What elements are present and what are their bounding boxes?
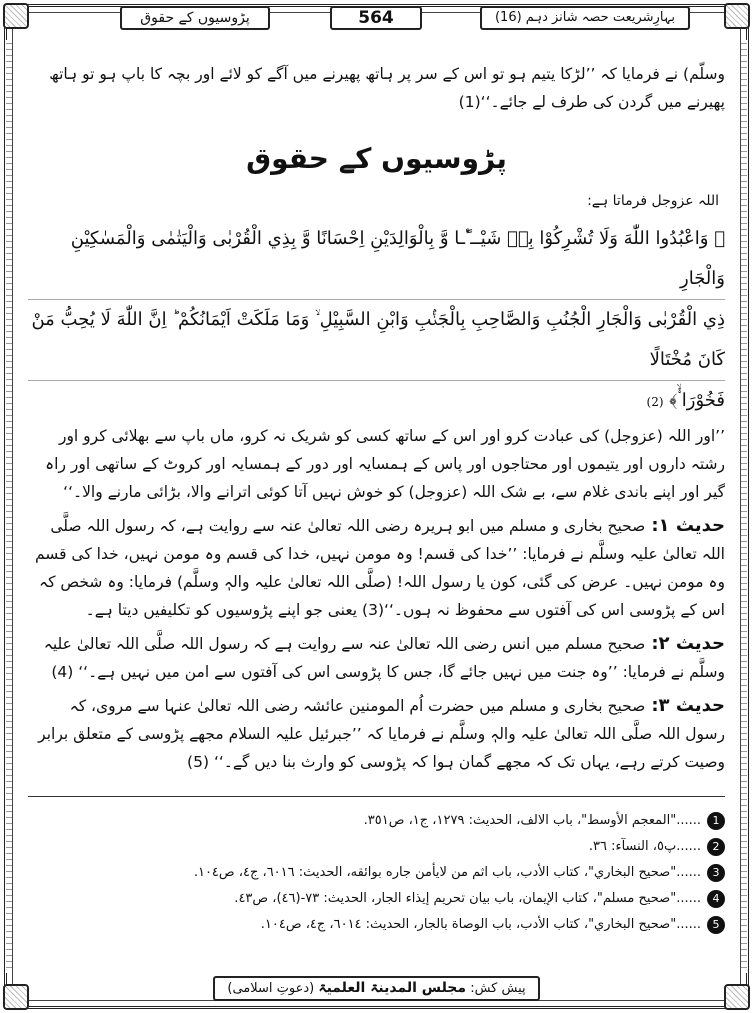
running-title: پڑوسیوں کے حقوق bbox=[120, 6, 270, 30]
side-ornament-left bbox=[6, 40, 12, 973]
footnote-text: ......پ٥، النسآء: ٣٦. bbox=[588, 839, 701, 854]
verse-footnote-mark: (2) bbox=[646, 395, 664, 409]
footnote-item bbox=[28, 912, 725, 938]
footnote-text: ......"صحيح البخاري"، كتاب الأدب، باب الوصاة بالجار، الحديث: ٦٠١٤، ج٤، ص١٠٤. bbox=[260, 917, 701, 932]
quran-verse bbox=[28, 219, 725, 422]
page-number: 564 bbox=[330, 6, 422, 30]
footnote-number-badge: 4 bbox=[707, 890, 725, 908]
presented-by-label: پیش کش: bbox=[470, 981, 526, 996]
footnote-item bbox=[28, 808, 725, 834]
footnote-number-badge: 2 bbox=[707, 838, 725, 856]
corner-ornament-top-left bbox=[3, 3, 29, 29]
publisher-name: مجلس المدینۃ العلمیۃ bbox=[318, 980, 467, 996]
section-title: پڑوسیوں کے حقوق bbox=[246, 142, 507, 175]
footnote-item bbox=[28, 834, 725, 860]
verse-line-3-text: فَخُوْرَا ۟ۙ﴾ bbox=[669, 390, 725, 411]
verse-line-1: ﴿ وَاعْبُدُوا اللّٰهَ وَلَا تُشْرِكُوْا بِهٖ شَيْــٴًـا وَّ بِالْوَالِدَيْنِ اِحْسَانًا وَّ بِذِي الْقُرْبٰى وَالْيَتٰمٰى وَالْمَسٰكِيْنِ وَالْجَارِ bbox=[28, 219, 725, 300]
hadith-label: حدیث ۱: bbox=[651, 515, 725, 536]
footnote-text: ......"صحيح البخاري"، كتاب الأدب، باب اثم من لايأمن جاره بوائقه، الحديث: ٦٠١٦، ج٤، ص١٠٤. bbox=[193, 865, 701, 880]
hadith-1 bbox=[28, 512, 725, 624]
publisher-box bbox=[213, 976, 539, 1001]
hadith-text: صحیح بخاری و مسلم میں ابو ہریرہ رضی اللہ تعالیٰ عنہ سے روایت ہے، کہ رسول اللہ صلَّی اللہ تعالیٰ علیہ وسلَّم نے فرمایا: ’’خدا کی قسم! وہ مومن نہیں، خدا کی قسم وہ مومن نہیں، خدا کی قسم وہ مومن نہیں۔ عرض کی گئی، کون یا رسول اللہ! (صلَّی اللہ تعالیٰ علیہ والہٖ وسلَّم) فرمایا: وہ شخص کہ اس کے پڑوسی اس کی آفتوں سے محفوظ نہ ہوں۔‘‘(3) یعنی جو اپنے پڑوسیوں کو تکلیفیں دیتا ہے۔ bbox=[34, 517, 725, 619]
hadith-2 bbox=[28, 630, 725, 686]
verse-translation: ’’اور اللہ (عزوجل) کی عبادت کرو اور اس کے ساتھ کسی کو شریک نہ کرو، ماں باپ سے بھلائی کرو اور رشتہ داروں اور یتیموں اور محتاجوں اور پاس کے ہمسایہ اور دور کے ہمسایہ اور کروٹ کے ساتھی اور راہ گیر اور اپنے باندی غلام سے، بے شک اللہ (عزوجل) کو خوش نہیں آتا کوئی اترانے والا، بڑائی مارنے والا۔‘‘ bbox=[45, 427, 725, 501]
footnote-number-badge: 1 bbox=[707, 812, 725, 830]
footnote-text: ......"صحيح مسلم"، كتاب الإيمان، باب بيان تحريم إيذاء الجار، الحديث: ٧٣-(٤٦)، ص٤٣. bbox=[234, 891, 701, 906]
page-header bbox=[40, 6, 713, 32]
footnote-item bbox=[28, 886, 725, 912]
corner-ornament-top-right bbox=[724, 3, 750, 29]
side-ornament-right bbox=[741, 40, 747, 973]
book-title: بہارِشریعت حصہ شانز دہم (16) bbox=[480, 6, 690, 30]
hadith-label: حدیث ۲: bbox=[651, 633, 725, 654]
footnote-divider bbox=[28, 796, 725, 797]
main-content bbox=[28, 60, 725, 776]
footnotes bbox=[28, 808, 725, 938]
footnote-number-badge: 3 bbox=[707, 864, 725, 882]
hadith-label: حدیث ۳: bbox=[651, 695, 725, 716]
publisher-subtitle: (دعوتِ اسلامی) bbox=[227, 981, 315, 996]
verse-line-2: ذِي الْقُرْبٰى وَالْجَارِ الْجُنُبِ وَالصَّاحِبِ بِالْجَنْۢبِ وَابْنِ السَّبِيْلِ ۙ وَمَا مَلَكَتْ اَيْمَانُكُمْ ؕ اِنَّ اللّٰهَ لَا يُحِبُّ مَنْ كَانَ مُخْتَالًا bbox=[28, 300, 725, 381]
footnote-item bbox=[28, 860, 725, 886]
hadith-3 bbox=[28, 692, 725, 776]
hadith-text: صحیح بخاری و مسلم میں حضرت اُم المومنین عائشہ رضی اللہ تعالیٰ عنہا سے مروی، کہ رسول اللہ صلَّی اللہ تعالیٰ علیہ والہٖ وسلَّم نے فرمایا کہ ’’جبرئیل علیہ السلام مجھے پڑوسی کے متعلق برابر وصیت کرتے رہے، یہاں تک کہ مجھے گمان ہوا کہ پڑوسی کو وارث بنا دیں گے۔‘‘ (5) bbox=[38, 697, 725, 771]
footnote-text: ......"المعجم الأوسط"، باب الالف، الحديث: ١٢٧٩، ج١، ص٣٥١. bbox=[363, 813, 701, 828]
intro-paragraph: وسلّم) نے فرمایا کہ ’’لڑکا یتیم ہو تو اس کے سر پر ہاتھ پھیرنے میں آگے کو لائے اور بچہ کا باپ ہو تو ہاتھ پھیرنے میں گردن کی طرف لے جائے۔‘‘(1) bbox=[49, 65, 725, 111]
page-footer bbox=[0, 976, 753, 1001]
lead-in: اللہ عزوجل فرماتا ہے: bbox=[587, 193, 719, 209]
footnote-number-badge: 5 bbox=[707, 916, 725, 934]
hadith-text: صحیح مسلم میں انس رضی اللہ تعالیٰ عنہ سے روایت ہے کہ رسول اللہ صلَّی اللہ تعالیٰ علیہ وسلَّم نے فرمایا: ’’وہ جنت میں نہیں جائے گا، جس کا پڑوسی اس کی آفتوں سے امن میں نہیں ہے۔‘‘ (4) bbox=[43, 635, 725, 681]
verse-line-3 bbox=[28, 381, 725, 422]
